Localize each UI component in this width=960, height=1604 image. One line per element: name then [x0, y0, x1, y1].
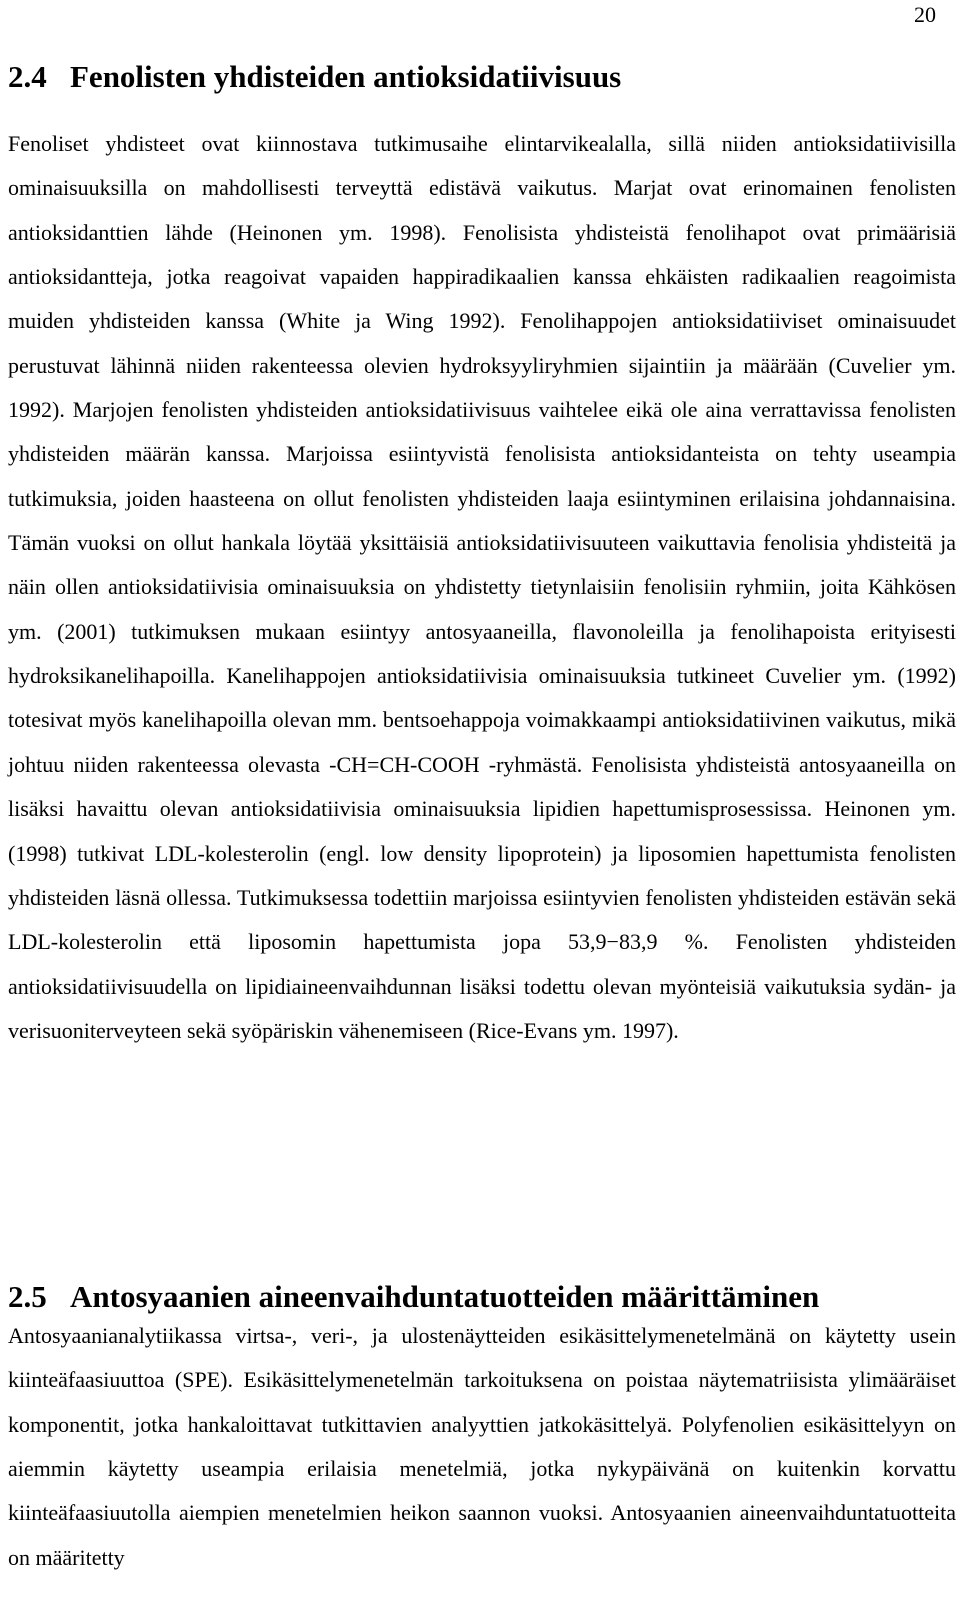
body-paragraph-2-5: Antosyaanianalytiikassa virtsa-, veri-, ja ulostenäytteiden esikäsittelymenetelmänä on käytetty usein kiinteäfaasiuuttoa (SPE). Esikäsittelymenetelmän tarkoituksena on poistaa näytematriisista ylimääräiset komponentit, jotka hankaloittavat tutkittavien analyyttien jatkokäsittelyä. Polyfenolien esikäsittelyyn on aiemmin käytetty useampia erilaisia menetelmiä, jotka nykypäivänä on kuitenkin korvattu kiinteäfaasiuutolla aiempien menetelmien heikon saannon vuoksi. Antosyaanien aineenvaihduntatuotteita on määritetty	[8, 1323, 956, 1570]
body-paragraph-2-4: Fenoliset yhdisteet ovat kiinnostava tutkimusaihe elintarvikealalla, sillä niiden antioksidatiivisilla ominaisuuksilla on mahdollisesti terveyttä edistävä vaikutus. Marjat ovat erinomainen fenolisten antioksidanttien lähde (Heinonen ym. 1998). Fenolisista yhdisteistä fenolihapot ovat primäärisiä antioksidantteja, jotka reagoivat vapaiden happiradikaalien kanssa ehkäisten radikaalien reagoimista muiden yhdisteiden kanssa (White ja Wing 1992). Fenolihappojen antioksidatiiviset ominaisuudet perustuvat lähinnä niiden rakenteessa olevien hydroksyyliryhmien sijaintiin ja määrään (Cuvelier ym. 1992). Marjojen fenolisten yhdisteiden antioksidatiivisuus vaihtelee eikä ole aina verrattavissa fenolisten yhdisteiden määrän kanssa. Marjoissa esiintyvistä fenolisista antioksidanteista on tehty useampia tutkimuksia, joiden haasteena on ollut fenolisten yhdisteiden laaja esiintyminen erilaisina johdannaisina. Tämän vuoksi on ollut hankala löytää yksittäisiä antioksidatiivisuuteen vaikuttavia fenolisia yhdisteitä ja näin ollen antioksidatiivisia ominaisuuksia on yhdistetty tietynlaisiin fenolisiin ryhmiin, joita Kähkösen ym. (2001) tutkimuksen mukaan esiintyy antosyaaneilla, flavonoleilla ja fenolihapoista erityisesti hydroksikanelihapoilla. Kanelihappojen antioksidatiivisia ominaisuuksia tutkineet Cuvelier ym. (1992) totesivat myös kanelihapoilla olevan mm. bentsoehappoja voimakkaampi antioksidatiivinen vaikutus, mikä johtuu niiden rakenteessa olevasta -CH=CH-COOH -ryhmästä. Fenolisista yhdisteistä antosyaaneilla on lisäksi havaittu olevan antioksidatiivisia ominaisuuksia lipidien hapettumisprosessissa. Heinonen ym. (1998) tutkivat LDL-kolesterolin (engl. low density lipoprotein) ja liposomien hapettumista fenolisten yhdisteiden läsnä ollessa. Tutkimuksessa todettiin marjoissa esiintyvien fenolisten yhdisteiden estävän sekä LDL-kolesterolin että liposomin hapettumista jopa 53,9−83,9 %. Fenolisten yhdisteiden antioksidatiivisuudella on lipidiaineenvaihdunnan lisäksi todettu olevan myönteisiä vaikutuksia sydän- ja verisuoniterveyteen sekä syöpäriskin vähenemiseen (Rice-Evans ym. 1997).	[8, 131, 956, 1043]
section-heading-2-5	[8, 1278, 819, 1316]
page-number: 20	[914, 2, 936, 27]
section-title: Fenolisten yhdisteiden antioksidatiivisuus	[70, 59, 622, 94]
section-number: 2.5	[8, 1279, 47, 1314]
section-title: Antosyaanien aineenvaihduntatuotteiden määrittäminen	[70, 1279, 820, 1314]
section-number: 2.4	[8, 59, 47, 94]
section-heading-2-4	[8, 58, 621, 96]
